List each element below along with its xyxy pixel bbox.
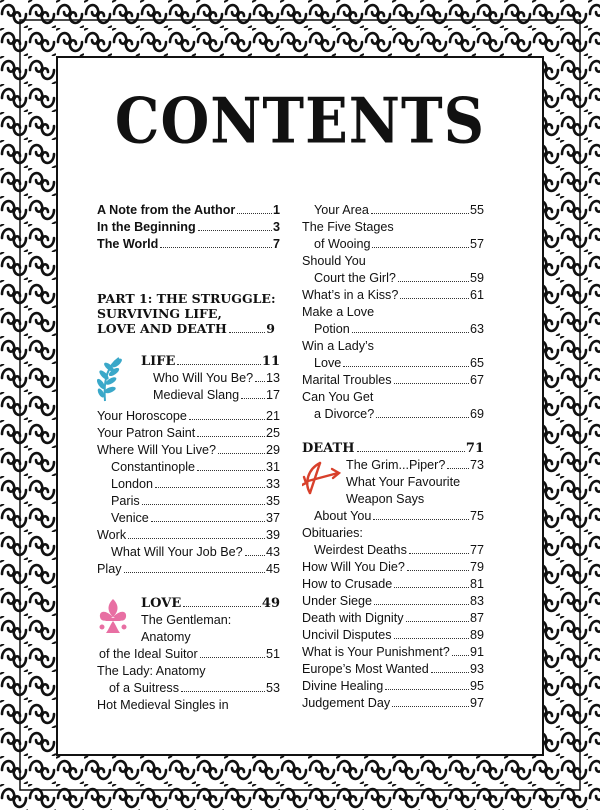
- toc-entry: What is Your Punishment? 91: [302, 645, 484, 659]
- toc-entry: In the Beginning 3: [97, 220, 280, 234]
- toc-entry: Make a Love: [302, 305, 375, 319]
- toc-entry: How Will You Die? 79: [302, 560, 484, 574]
- section-heading-life: LIFE 11: [141, 354, 280, 369]
- toc-entry: Weapon Says: [346, 492, 425, 506]
- toc-entry: Marital Troubles 67: [302, 373, 484, 387]
- toc-entry: The Lady: Anatomy: [97, 664, 206, 678]
- toc-entry: What Your Favourite: [346, 475, 461, 489]
- toc-entry: a Divorce? 69: [314, 407, 484, 421]
- toc-entry: Your Area 55: [314, 203, 484, 217]
- toc-entry: Medieval Slang 17: [153, 388, 280, 402]
- toc-entry: What Will Your Job Be? 43: [111, 545, 280, 559]
- toc-entry: Judgement Day 97: [302, 696, 484, 710]
- toc-column-left: [97, 202, 280, 714]
- toc-entry: Anatomy: [141, 630, 191, 644]
- toc-entry: Win a Lady’s: [302, 339, 374, 353]
- fleur-de-lis-icon: [97, 595, 141, 646]
- toc-entry: The World 7: [97, 237, 280, 251]
- toc-entry: Venice 37: [111, 511, 280, 525]
- toc-entry: Obituaries:: [302, 526, 363, 540]
- toc-entry: Potion 63: [314, 322, 484, 336]
- toc-entry: Your Patron Saint 25: [97, 426, 280, 440]
- toc-entry: of the Ideal Suitor 51: [99, 647, 280, 661]
- toc-entry: Europe’s Most Wanted 93: [302, 662, 484, 676]
- section-heading-love: LOVE 49: [141, 596, 280, 611]
- toc-entry: Uncivil Disputes 89: [302, 628, 484, 642]
- toc-entry: Weirdest Deaths 77: [314, 543, 484, 557]
- toc-entry: The Five Stages: [302, 220, 394, 234]
- toc-entry: What’s in a Kiss? 61: [302, 288, 484, 302]
- toc-entry: Court the Girl? 59: [314, 271, 484, 285]
- toc-entry: Death with Dignity 87: [302, 611, 484, 625]
- laurel-wreath-icon: [97, 353, 141, 408]
- toc-entry: How to Crusade 81: [302, 577, 484, 591]
- toc-column-right: [302, 202, 484, 712]
- toc-entry: Love 65: [314, 356, 484, 370]
- toc-entry: About You 75: [314, 509, 484, 523]
- toc-entry: Can You Get: [302, 390, 374, 404]
- toc-entry: Paris 35: [111, 494, 280, 508]
- page-title: CONTENTS: [114, 84, 486, 158]
- part-heading: PART 1: THE STRUGGLE: SURVIVING LIFE, LOVE AND DEATH 9: [97, 291, 276, 336]
- toc-entry: The Grim...Piper? 73: [346, 458, 484, 472]
- toc-entry: of a Suitress 53: [109, 681, 280, 695]
- section-life: [97, 353, 280, 408]
- crossbow-icon: [302, 457, 346, 508]
- toc-entry: Play 45: [97, 562, 280, 576]
- toc-entry: Hot Medieval Singles in: [97, 698, 229, 712]
- section-heading-death: DEATH 71: [302, 441, 484, 456]
- toc-entry: Constantinople 31: [111, 460, 280, 474]
- section-love: [97, 595, 280, 646]
- toc-entry: Who Will You Be? 13: [153, 371, 280, 385]
- toc-entry: London 33: [111, 477, 280, 491]
- toc-entry: Your Horoscope 21: [97, 409, 280, 423]
- toc-entry: Under Siege 83: [302, 594, 484, 608]
- toc-entry: of Wooing 57: [314, 237, 484, 251]
- toc-entry: Divine Healing 95: [302, 679, 484, 693]
- section-death: [302, 457, 484, 508]
- toc-entry: The Gentleman:: [141, 613, 232, 627]
- toc-entry: A Note from the Author 1: [97, 203, 280, 217]
- toc-entry: Work 39: [97, 528, 280, 542]
- toc-entry: Should You: [302, 254, 366, 268]
- toc-entry: Where Will You Live? 29: [97, 443, 280, 457]
